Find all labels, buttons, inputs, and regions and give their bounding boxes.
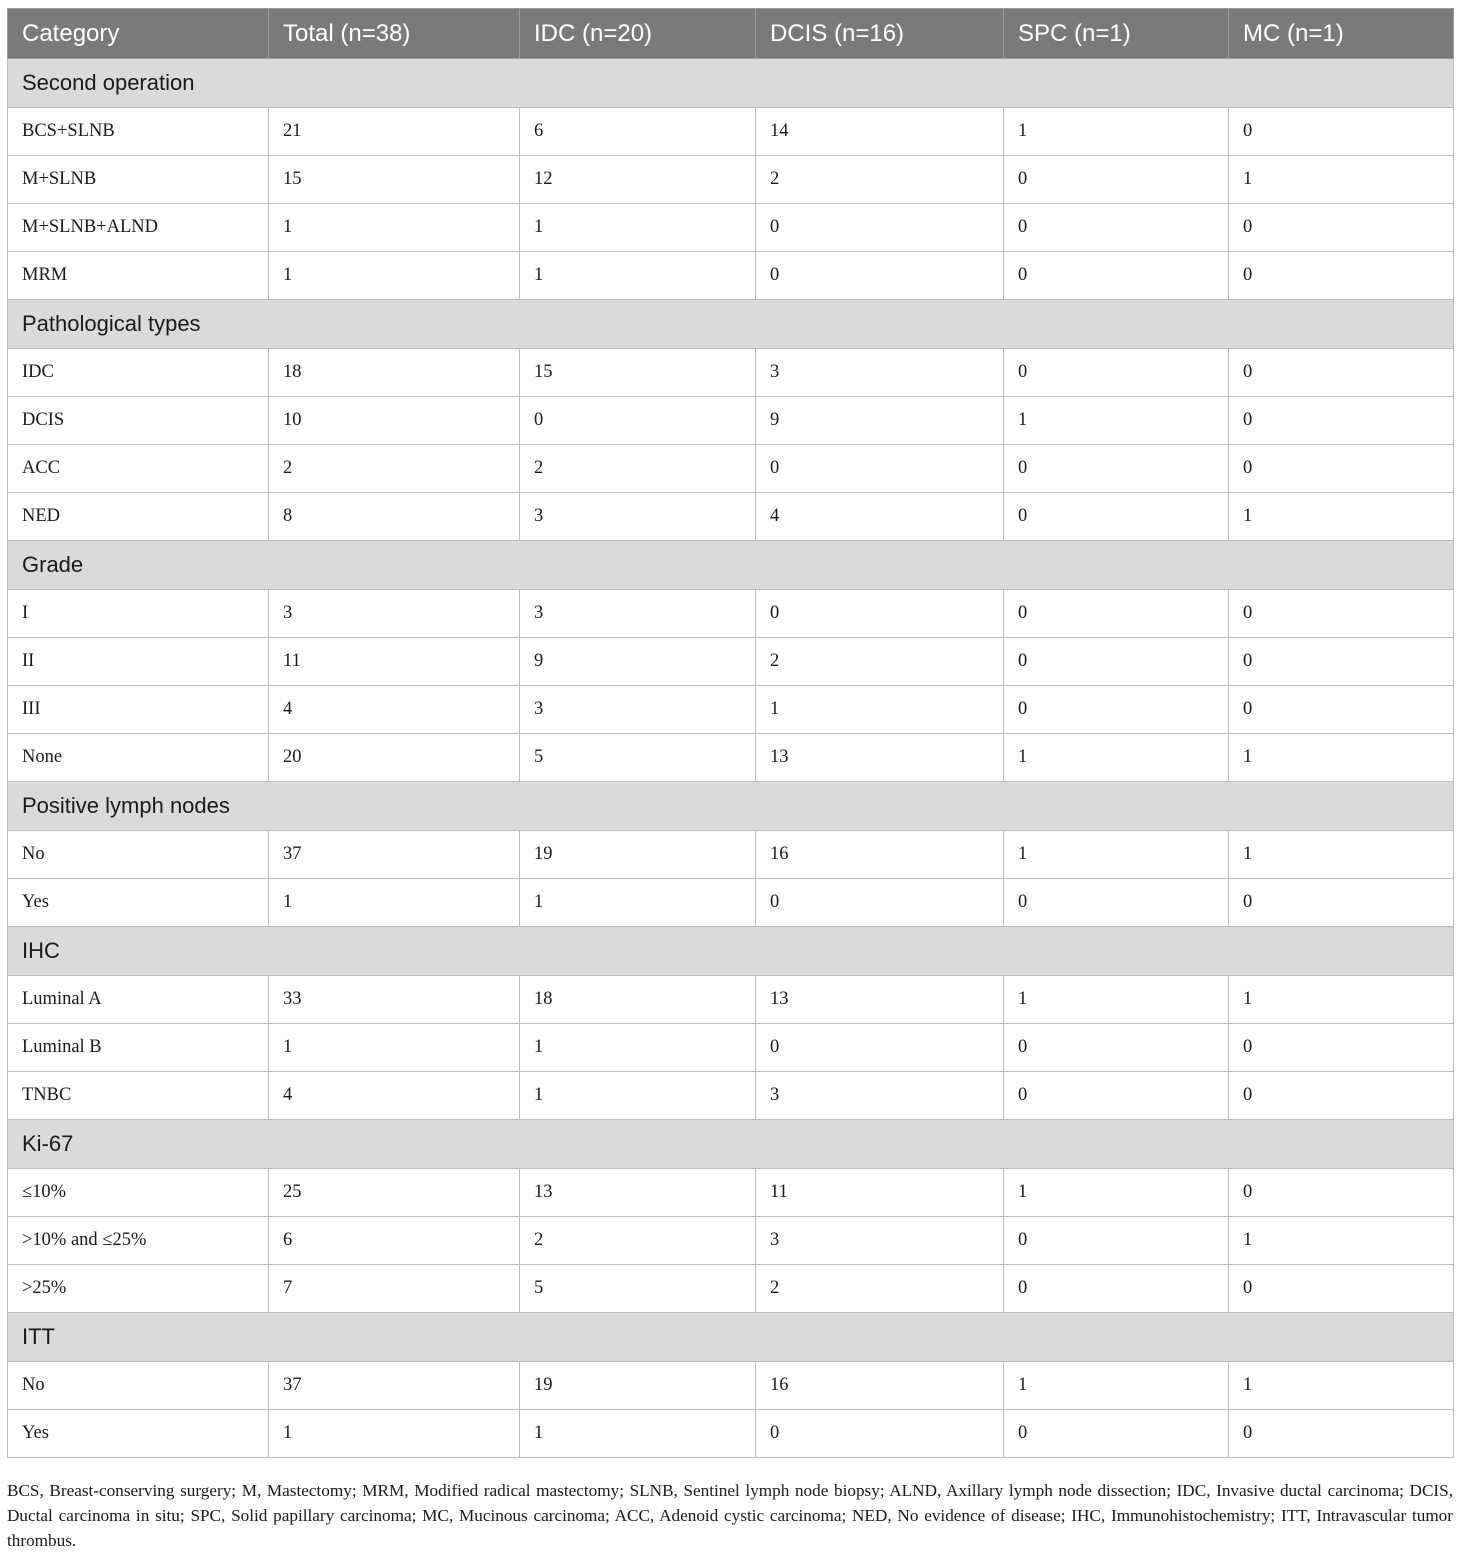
value-cell: 1 bbox=[1004, 397, 1229, 445]
row-label-cell: M+SLNB+ALND bbox=[8, 204, 269, 252]
row-label-cell: TNBC bbox=[8, 1072, 269, 1120]
section-title: ITT bbox=[8, 1313, 1454, 1362]
section-row bbox=[8, 782, 1454, 831]
value-cell: 3 bbox=[520, 493, 756, 541]
value-cell: 0 bbox=[756, 204, 1004, 252]
value-cell: 25 bbox=[269, 1169, 520, 1217]
value-cell: 1 bbox=[1229, 493, 1454, 541]
row-label-cell: >25% bbox=[8, 1265, 269, 1313]
value-cell: 1 bbox=[269, 1410, 520, 1458]
value-cell: 10 bbox=[269, 397, 520, 445]
value-cell: 4 bbox=[269, 686, 520, 734]
value-cell: 19 bbox=[520, 1362, 756, 1410]
value-cell: 18 bbox=[269, 349, 520, 397]
section-title: Grade bbox=[8, 541, 1454, 590]
value-cell: 7 bbox=[269, 1265, 520, 1313]
column-header: IDC (n=20) bbox=[520, 9, 756, 59]
value-cell: 0 bbox=[1229, 879, 1454, 927]
value-cell: 1 bbox=[1229, 1217, 1454, 1265]
row-label-cell: I bbox=[8, 590, 269, 638]
value-cell: 1 bbox=[520, 1072, 756, 1120]
section-title: Second operation bbox=[8, 59, 1454, 108]
value-cell: 0 bbox=[1229, 1169, 1454, 1217]
row-label-cell: M+SLNB bbox=[8, 156, 269, 204]
table-footnote: BCS, Breast-conserving surgery; M, Mastectomy; MRM, Modified radical mastectomy; SLNB, Sentinel lymph node biopsy; ALND, Axillary lymph node dissection; IDC, Invasive ductal carcinoma; DCIS, Ductal carcinoma in situ; SPC, Solid papillary carcinoma; MC, Mucinous carcinoma; ACC, Adenoid cystic carcinoma; NED, No evidence of disease; IHC, Immunohistochemistry; ITT, Intravascular tumor thrombus. bbox=[7, 1481, 1453, 1550]
section-title: IHC bbox=[8, 927, 1454, 976]
section-row bbox=[8, 1313, 1454, 1362]
value-cell: 2 bbox=[756, 638, 1004, 686]
value-cell: 21 bbox=[269, 108, 520, 156]
value-cell: 15 bbox=[520, 349, 756, 397]
value-cell: 1 bbox=[1004, 734, 1229, 782]
value-cell: 1 bbox=[1229, 831, 1454, 879]
value-cell: 19 bbox=[520, 831, 756, 879]
row-label-cell: II bbox=[8, 638, 269, 686]
value-cell: 18 bbox=[520, 976, 756, 1024]
value-cell: 1 bbox=[1004, 1362, 1229, 1410]
value-cell: 0 bbox=[1229, 349, 1454, 397]
value-cell: 0 bbox=[756, 879, 1004, 927]
value-cell: 0 bbox=[520, 397, 756, 445]
value-cell: 0 bbox=[1229, 252, 1454, 300]
row-label-cell: Luminal B bbox=[8, 1024, 269, 1072]
value-cell: 0 bbox=[1229, 204, 1454, 252]
table-row bbox=[8, 349, 1454, 397]
value-cell: 1 bbox=[1229, 734, 1454, 782]
table-row bbox=[8, 397, 1454, 445]
value-cell: 0 bbox=[756, 1410, 1004, 1458]
column-header: Total (n=38) bbox=[269, 9, 520, 59]
value-cell: 1 bbox=[269, 204, 520, 252]
table-row bbox=[8, 1072, 1454, 1120]
value-cell: 6 bbox=[520, 108, 756, 156]
section-row bbox=[8, 1120, 1454, 1169]
value-cell: 0 bbox=[1229, 397, 1454, 445]
value-cell: 0 bbox=[1004, 252, 1229, 300]
value-cell: 0 bbox=[1004, 349, 1229, 397]
value-cell: 33 bbox=[269, 976, 520, 1024]
value-cell: 1 bbox=[269, 252, 520, 300]
value-cell: 0 bbox=[1229, 445, 1454, 493]
value-cell: 4 bbox=[756, 493, 1004, 541]
value-cell: 1 bbox=[1229, 976, 1454, 1024]
value-cell: 3 bbox=[269, 590, 520, 638]
value-cell: 13 bbox=[756, 976, 1004, 1024]
value-cell: 0 bbox=[1004, 1024, 1229, 1072]
value-cell: 0 bbox=[1229, 638, 1454, 686]
table-row bbox=[8, 156, 1454, 204]
row-label-cell: III bbox=[8, 686, 269, 734]
value-cell: 1 bbox=[1229, 156, 1454, 204]
value-cell: 1 bbox=[269, 879, 520, 927]
value-cell: 0 bbox=[1229, 1024, 1454, 1072]
value-cell: 0 bbox=[1229, 1265, 1454, 1313]
value-cell: 16 bbox=[756, 1362, 1004, 1410]
value-cell: 0 bbox=[1004, 445, 1229, 493]
row-label-cell: No bbox=[8, 831, 269, 879]
value-cell: 0 bbox=[756, 252, 1004, 300]
table-row bbox=[8, 108, 1454, 156]
section-title: Positive lymph nodes bbox=[8, 782, 1454, 831]
row-label-cell: BCS+SLNB bbox=[8, 108, 269, 156]
value-cell: 1 bbox=[1004, 108, 1229, 156]
value-cell: 1 bbox=[269, 1024, 520, 1072]
row-label-cell: ACC bbox=[8, 445, 269, 493]
value-cell: 14 bbox=[756, 108, 1004, 156]
results-table-container bbox=[7, 8, 1453, 1458]
value-cell: 0 bbox=[1004, 638, 1229, 686]
table-row bbox=[8, 831, 1454, 879]
value-cell: 13 bbox=[520, 1169, 756, 1217]
value-cell: 1 bbox=[756, 686, 1004, 734]
value-cell: 0 bbox=[1229, 1410, 1454, 1458]
value-cell: 0 bbox=[1004, 879, 1229, 927]
value-cell: 1 bbox=[1004, 1169, 1229, 1217]
value-cell: 37 bbox=[269, 1362, 520, 1410]
value-cell: 2 bbox=[520, 445, 756, 493]
value-cell: 11 bbox=[756, 1169, 1004, 1217]
column-header: MC (n=1) bbox=[1229, 9, 1454, 59]
table-row bbox=[8, 445, 1454, 493]
value-cell: 0 bbox=[756, 1024, 1004, 1072]
header-row bbox=[8, 9, 1454, 59]
table-row bbox=[8, 493, 1454, 541]
value-cell: 9 bbox=[520, 638, 756, 686]
row-label-cell: MRM bbox=[8, 252, 269, 300]
section-row bbox=[8, 59, 1454, 108]
value-cell: 0 bbox=[1004, 1265, 1229, 1313]
results-table bbox=[7, 8, 1454, 1458]
table-row bbox=[8, 1169, 1454, 1217]
value-cell: 0 bbox=[1004, 204, 1229, 252]
value-cell: 5 bbox=[520, 734, 756, 782]
row-label-cell: NED bbox=[8, 493, 269, 541]
value-cell: 3 bbox=[756, 1072, 1004, 1120]
value-cell: 1 bbox=[1004, 976, 1229, 1024]
table-row bbox=[8, 590, 1454, 638]
value-cell: 0 bbox=[1229, 1072, 1454, 1120]
value-cell: 20 bbox=[269, 734, 520, 782]
table-row bbox=[8, 879, 1454, 927]
value-cell: 16 bbox=[756, 831, 1004, 879]
value-cell: 0 bbox=[1004, 686, 1229, 734]
value-cell: 1 bbox=[1229, 1362, 1454, 1410]
value-cell: 1 bbox=[1004, 831, 1229, 879]
value-cell: 0 bbox=[1229, 686, 1454, 734]
value-cell: 0 bbox=[1004, 1410, 1229, 1458]
value-cell: 13 bbox=[756, 734, 1004, 782]
section-row bbox=[8, 541, 1454, 590]
value-cell: 12 bbox=[520, 156, 756, 204]
value-cell: 0 bbox=[1004, 590, 1229, 638]
value-cell: 0 bbox=[1004, 1072, 1229, 1120]
table-row bbox=[8, 1410, 1454, 1458]
value-cell: 15 bbox=[269, 156, 520, 204]
section-title: Ki-67 bbox=[8, 1120, 1454, 1169]
table-body bbox=[8, 59, 1454, 1458]
value-cell: 2 bbox=[269, 445, 520, 493]
section-row bbox=[8, 300, 1454, 349]
column-header: DCIS (n=16) bbox=[756, 9, 1004, 59]
value-cell: 37 bbox=[269, 831, 520, 879]
value-cell: 2 bbox=[756, 1265, 1004, 1313]
table-header bbox=[8, 9, 1454, 59]
table-row bbox=[8, 252, 1454, 300]
value-cell: 0 bbox=[1229, 108, 1454, 156]
section-title: Pathological types bbox=[8, 300, 1454, 349]
table-row bbox=[8, 1024, 1454, 1072]
row-label-cell: Luminal A bbox=[8, 976, 269, 1024]
value-cell: 0 bbox=[756, 590, 1004, 638]
value-cell: 1 bbox=[520, 252, 756, 300]
value-cell: 3 bbox=[520, 590, 756, 638]
row-label-cell: None bbox=[8, 734, 269, 782]
table-row bbox=[8, 638, 1454, 686]
section-row bbox=[8, 927, 1454, 976]
value-cell: 4 bbox=[269, 1072, 520, 1120]
row-label-cell: DCIS bbox=[8, 397, 269, 445]
value-cell: 0 bbox=[1004, 156, 1229, 204]
row-label-cell: ≤10% bbox=[8, 1169, 269, 1217]
column-header-category: Category bbox=[8, 9, 269, 59]
value-cell: 1 bbox=[520, 1410, 756, 1458]
value-cell: 5 bbox=[520, 1265, 756, 1313]
value-cell: 11 bbox=[269, 638, 520, 686]
table-row bbox=[8, 204, 1454, 252]
value-cell: 2 bbox=[520, 1217, 756, 1265]
table-row bbox=[8, 1265, 1454, 1313]
table-row bbox=[8, 686, 1454, 734]
table-row bbox=[8, 976, 1454, 1024]
value-cell: 0 bbox=[1004, 1217, 1229, 1265]
value-cell: 8 bbox=[269, 493, 520, 541]
value-cell: 1 bbox=[520, 1024, 756, 1072]
value-cell: 0 bbox=[756, 445, 1004, 493]
value-cell: 0 bbox=[1004, 493, 1229, 541]
value-cell: 3 bbox=[520, 686, 756, 734]
row-label-cell: >10% and ≤25% bbox=[8, 1217, 269, 1265]
value-cell: 3 bbox=[756, 1217, 1004, 1265]
row-label-cell: No bbox=[8, 1362, 269, 1410]
row-label-cell: Yes bbox=[8, 1410, 269, 1458]
value-cell: 1 bbox=[520, 204, 756, 252]
column-header: SPC (n=1) bbox=[1004, 9, 1229, 59]
value-cell: 9 bbox=[756, 397, 1004, 445]
value-cell: 3 bbox=[756, 349, 1004, 397]
table-row bbox=[8, 1362, 1454, 1410]
value-cell: 6 bbox=[269, 1217, 520, 1265]
value-cell: 1 bbox=[520, 879, 756, 927]
row-label-cell: Yes bbox=[8, 879, 269, 927]
value-cell: 2 bbox=[756, 156, 1004, 204]
table-row bbox=[8, 1217, 1454, 1265]
value-cell: 0 bbox=[1229, 590, 1454, 638]
row-label-cell: IDC bbox=[8, 349, 269, 397]
table-row bbox=[8, 734, 1454, 782]
